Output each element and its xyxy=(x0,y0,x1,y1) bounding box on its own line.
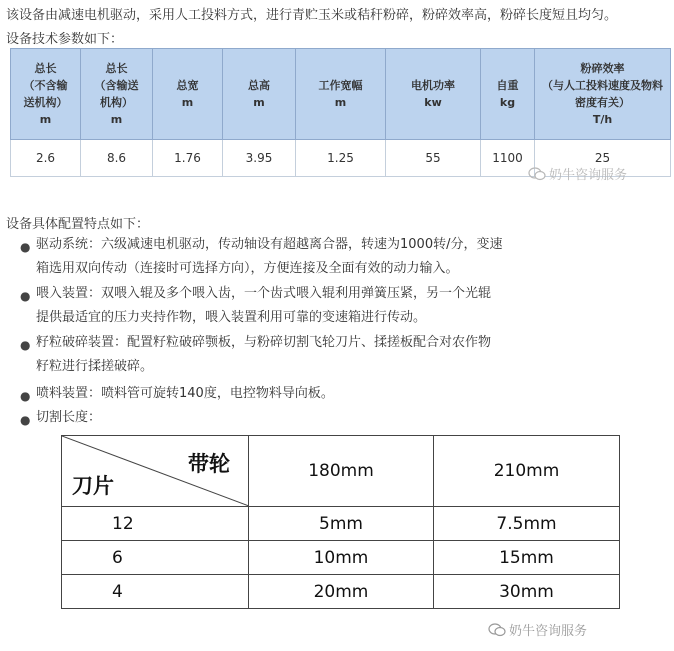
cut-length-cell: 7.5mm xyxy=(434,507,620,541)
cut-length-cell: 20mm xyxy=(249,575,434,609)
corner-label-pulley: 带轮 xyxy=(188,452,230,476)
header-line: 总宽 xyxy=(176,79,199,92)
cut-row xyxy=(62,541,620,575)
bullet-dot: ● xyxy=(20,413,31,427)
corner-label-blades: 刀片 xyxy=(72,474,114,498)
watermark-text: 奶牛咨询服务 xyxy=(509,624,588,639)
feature-line: 籽粒进行揉搓破碎。 xyxy=(36,359,154,374)
feature-line: 提供最适宜的压力夹持作物，喂入装置利用可靠的变速箱进行传动。 xyxy=(36,310,427,325)
blade-count-cell: 12 xyxy=(62,507,249,541)
header-unit: m xyxy=(110,113,123,126)
feature-cut-length xyxy=(36,406,551,430)
header-line: （不含输 xyxy=(23,79,68,92)
cut-row xyxy=(62,575,620,609)
bullet-dot: ● xyxy=(20,240,31,254)
feature-kernel xyxy=(36,331,551,379)
spec-header-work-width xyxy=(296,49,386,140)
cut-length-cell: 5mm xyxy=(249,507,434,541)
cut-col-header: 210mm xyxy=(434,436,620,507)
spec-header-height xyxy=(223,49,296,140)
feature-line: 喂入装置：双喂入辊及多个喂入齿，一个齿式喂入辊利用弹簧压紧，另一个光辊 xyxy=(36,286,492,301)
spec-header-row xyxy=(11,49,671,140)
spec-header-motor-power xyxy=(386,49,481,140)
spec-value-cell: 55 xyxy=(386,140,481,177)
feature-line: 喷料装置：喷料管可旋转140度，电控物料导向板。 xyxy=(36,386,334,401)
spec-header-weight xyxy=(481,49,535,140)
watermark-top xyxy=(528,164,627,183)
bullet-dot: ● xyxy=(20,389,31,403)
cut-length-cell: 10mm xyxy=(249,541,434,575)
spec-value-cell: 1.76 xyxy=(153,140,223,177)
cut-length-cell: 15mm xyxy=(434,541,620,575)
header-unit: m xyxy=(334,96,347,109)
header-unit: kg xyxy=(499,96,516,109)
bullet-dot: ● xyxy=(20,289,31,303)
feature-spout xyxy=(36,382,551,406)
spec-value-cell: 3.95 xyxy=(223,140,296,177)
blade-count-cell: 6 xyxy=(62,541,249,575)
features-heading: 设备具体配置特点如下： xyxy=(6,217,150,232)
header-line: 总长 xyxy=(34,62,57,75)
cut-length-table xyxy=(61,435,620,609)
feature-line: 箱选用双向传动（连接时可选择方向），方便连接及全面有效的动力输入。 xyxy=(36,261,459,276)
feature-line: 切割长度： xyxy=(36,410,102,425)
watermark-bottom xyxy=(488,620,587,639)
header-line: 送机构） xyxy=(23,96,68,109)
cut-col-header: 180mm xyxy=(249,436,434,507)
wechat-icon xyxy=(488,623,506,637)
intro-text: 该设备由减速电机驱动，采用人工投料方式，进行青贮玉米或秸秆粉碎，粉碎效率高，粉碎长度短且均匀。 xyxy=(6,8,618,23)
cut-row xyxy=(62,507,620,541)
cut-length-cell: 30mm xyxy=(434,575,620,609)
bullet-dot: ● xyxy=(20,338,31,352)
header-line: （与人工投料速度及物料 xyxy=(542,79,663,92)
header-line: 自重 xyxy=(496,79,519,92)
header-line: 电机功率 xyxy=(411,79,455,92)
spec-header-length-excl xyxy=(11,49,81,140)
header-unit: m xyxy=(253,96,265,109)
wechat-icon xyxy=(528,167,546,181)
header-unit: kw xyxy=(424,96,442,109)
header-line: 粉碎效率 xyxy=(580,62,625,75)
cut-header-row xyxy=(62,436,620,507)
header-line: （含输送 xyxy=(94,79,139,92)
watermark-text: 奶牛咨询服务 xyxy=(549,168,628,183)
spec-header-width xyxy=(153,49,223,140)
header-unit: m xyxy=(181,96,194,109)
header-unit: m xyxy=(39,113,52,126)
header-line: 工作宽幅 xyxy=(318,79,363,92)
header-line: 总高 xyxy=(248,79,270,92)
feature-feed xyxy=(36,282,551,330)
spec-header-length-incl xyxy=(81,49,153,140)
feature-line: 驱动系统：六级减速电机驱动，传动轴设有超越离合器，转速为1000转/分，变速 xyxy=(36,237,503,252)
spec-value-cell: 2.6 xyxy=(11,140,81,177)
header-line: 密度有关） xyxy=(575,96,630,109)
feature-line: 籽粒破碎装置：配置籽粒破碎颚板，与粉碎切割飞轮刀片、揉搓板配合对农作物 xyxy=(36,335,492,350)
blade-count-cell: 4 xyxy=(62,575,249,609)
header-line: 机构） xyxy=(100,96,133,109)
spec-header-efficiency xyxy=(535,49,671,140)
params-heading: 设备技术参数如下： xyxy=(6,32,124,47)
spec-table xyxy=(10,48,671,177)
spec-value-cell: 1.25 xyxy=(296,140,386,177)
header-unit: T/h xyxy=(592,113,613,126)
header-line: 总长 xyxy=(105,62,128,75)
spec-value-cell: 25 xyxy=(535,140,671,177)
spec-value-cell: 8.6 xyxy=(81,140,153,177)
feature-drive xyxy=(36,233,551,281)
cut-corner-cell xyxy=(62,436,249,507)
spec-value-cell: 1100 xyxy=(481,140,535,177)
